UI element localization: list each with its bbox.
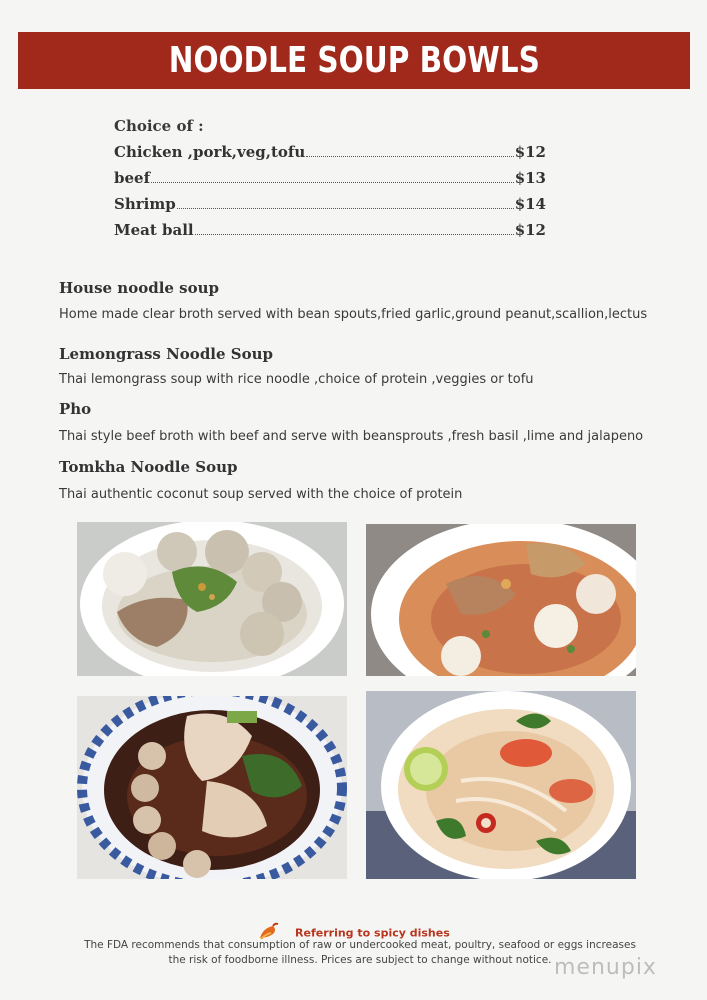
menu-item-description: Home made clear broth served with bean spouts,fried garlic,ground peanut,scallion,lectus [59, 307, 648, 322]
clear-broth-soup-photo [77, 522, 347, 676]
tomkha-soup-photo [366, 691, 636, 879]
menu-item-title: Lemongrass Noodle Soup [59, 345, 273, 363]
dot-leader [151, 181, 514, 183]
lemongrass-soup-photo [366, 524, 636, 676]
price-list [114, 116, 546, 246]
spicy-label: Referring to spicy dishes [295, 926, 450, 940]
pho-soup-photo [77, 696, 347, 879]
menu-item-description: Thai style beef broth with beef and serve with beansprouts ,fresh basil ,lime and jalapeno [59, 429, 644, 444]
price-row-name: Chicken ,pork,veg,tofu [114, 143, 306, 161]
choice-label: Choice of : [114, 117, 204, 135]
menu-item-description: Thai lemongrass soup with rice noodle ,choice of protein ,veggies or tofu [59, 372, 534, 387]
price-row-price: $12 [514, 143, 546, 161]
price-row-name: Shrimp [114, 195, 176, 213]
menu-item-title: House noodle soup [59, 279, 220, 297]
fda-line: the risk of foodborne illness. Prices are subject to change without notice. [168, 954, 552, 966]
price-row-price: $12 [514, 221, 546, 239]
menu-item-description: Thai authentic coconut soup served with the choice of protein [59, 487, 463, 502]
price-row-name: beef [114, 169, 151, 187]
menu-item-title: Tomkha Noodle Soup [59, 458, 238, 476]
dot-leader [306, 155, 513, 157]
fda-line: The FDA recommends that consumption of raw or undercooked meat, poultry, seafood or eggs increases [84, 939, 636, 951]
dot-leader [177, 207, 514, 209]
menu-item-title: Pho [59, 400, 92, 418]
price-row-price: $14 [514, 195, 546, 213]
price-row-name: Meat ball [114, 221, 194, 239]
price-row [114, 142, 546, 168]
price-row [114, 220, 546, 246]
page-title: NOODLE SOUP BOWLS [168, 40, 540, 81]
title-banner [18, 32, 690, 89]
watermark-logo: menupix [554, 955, 657, 980]
price-row [114, 168, 546, 194]
price-row-price: $13 [514, 169, 546, 187]
dot-leader [195, 233, 514, 235]
price-row [114, 194, 546, 220]
